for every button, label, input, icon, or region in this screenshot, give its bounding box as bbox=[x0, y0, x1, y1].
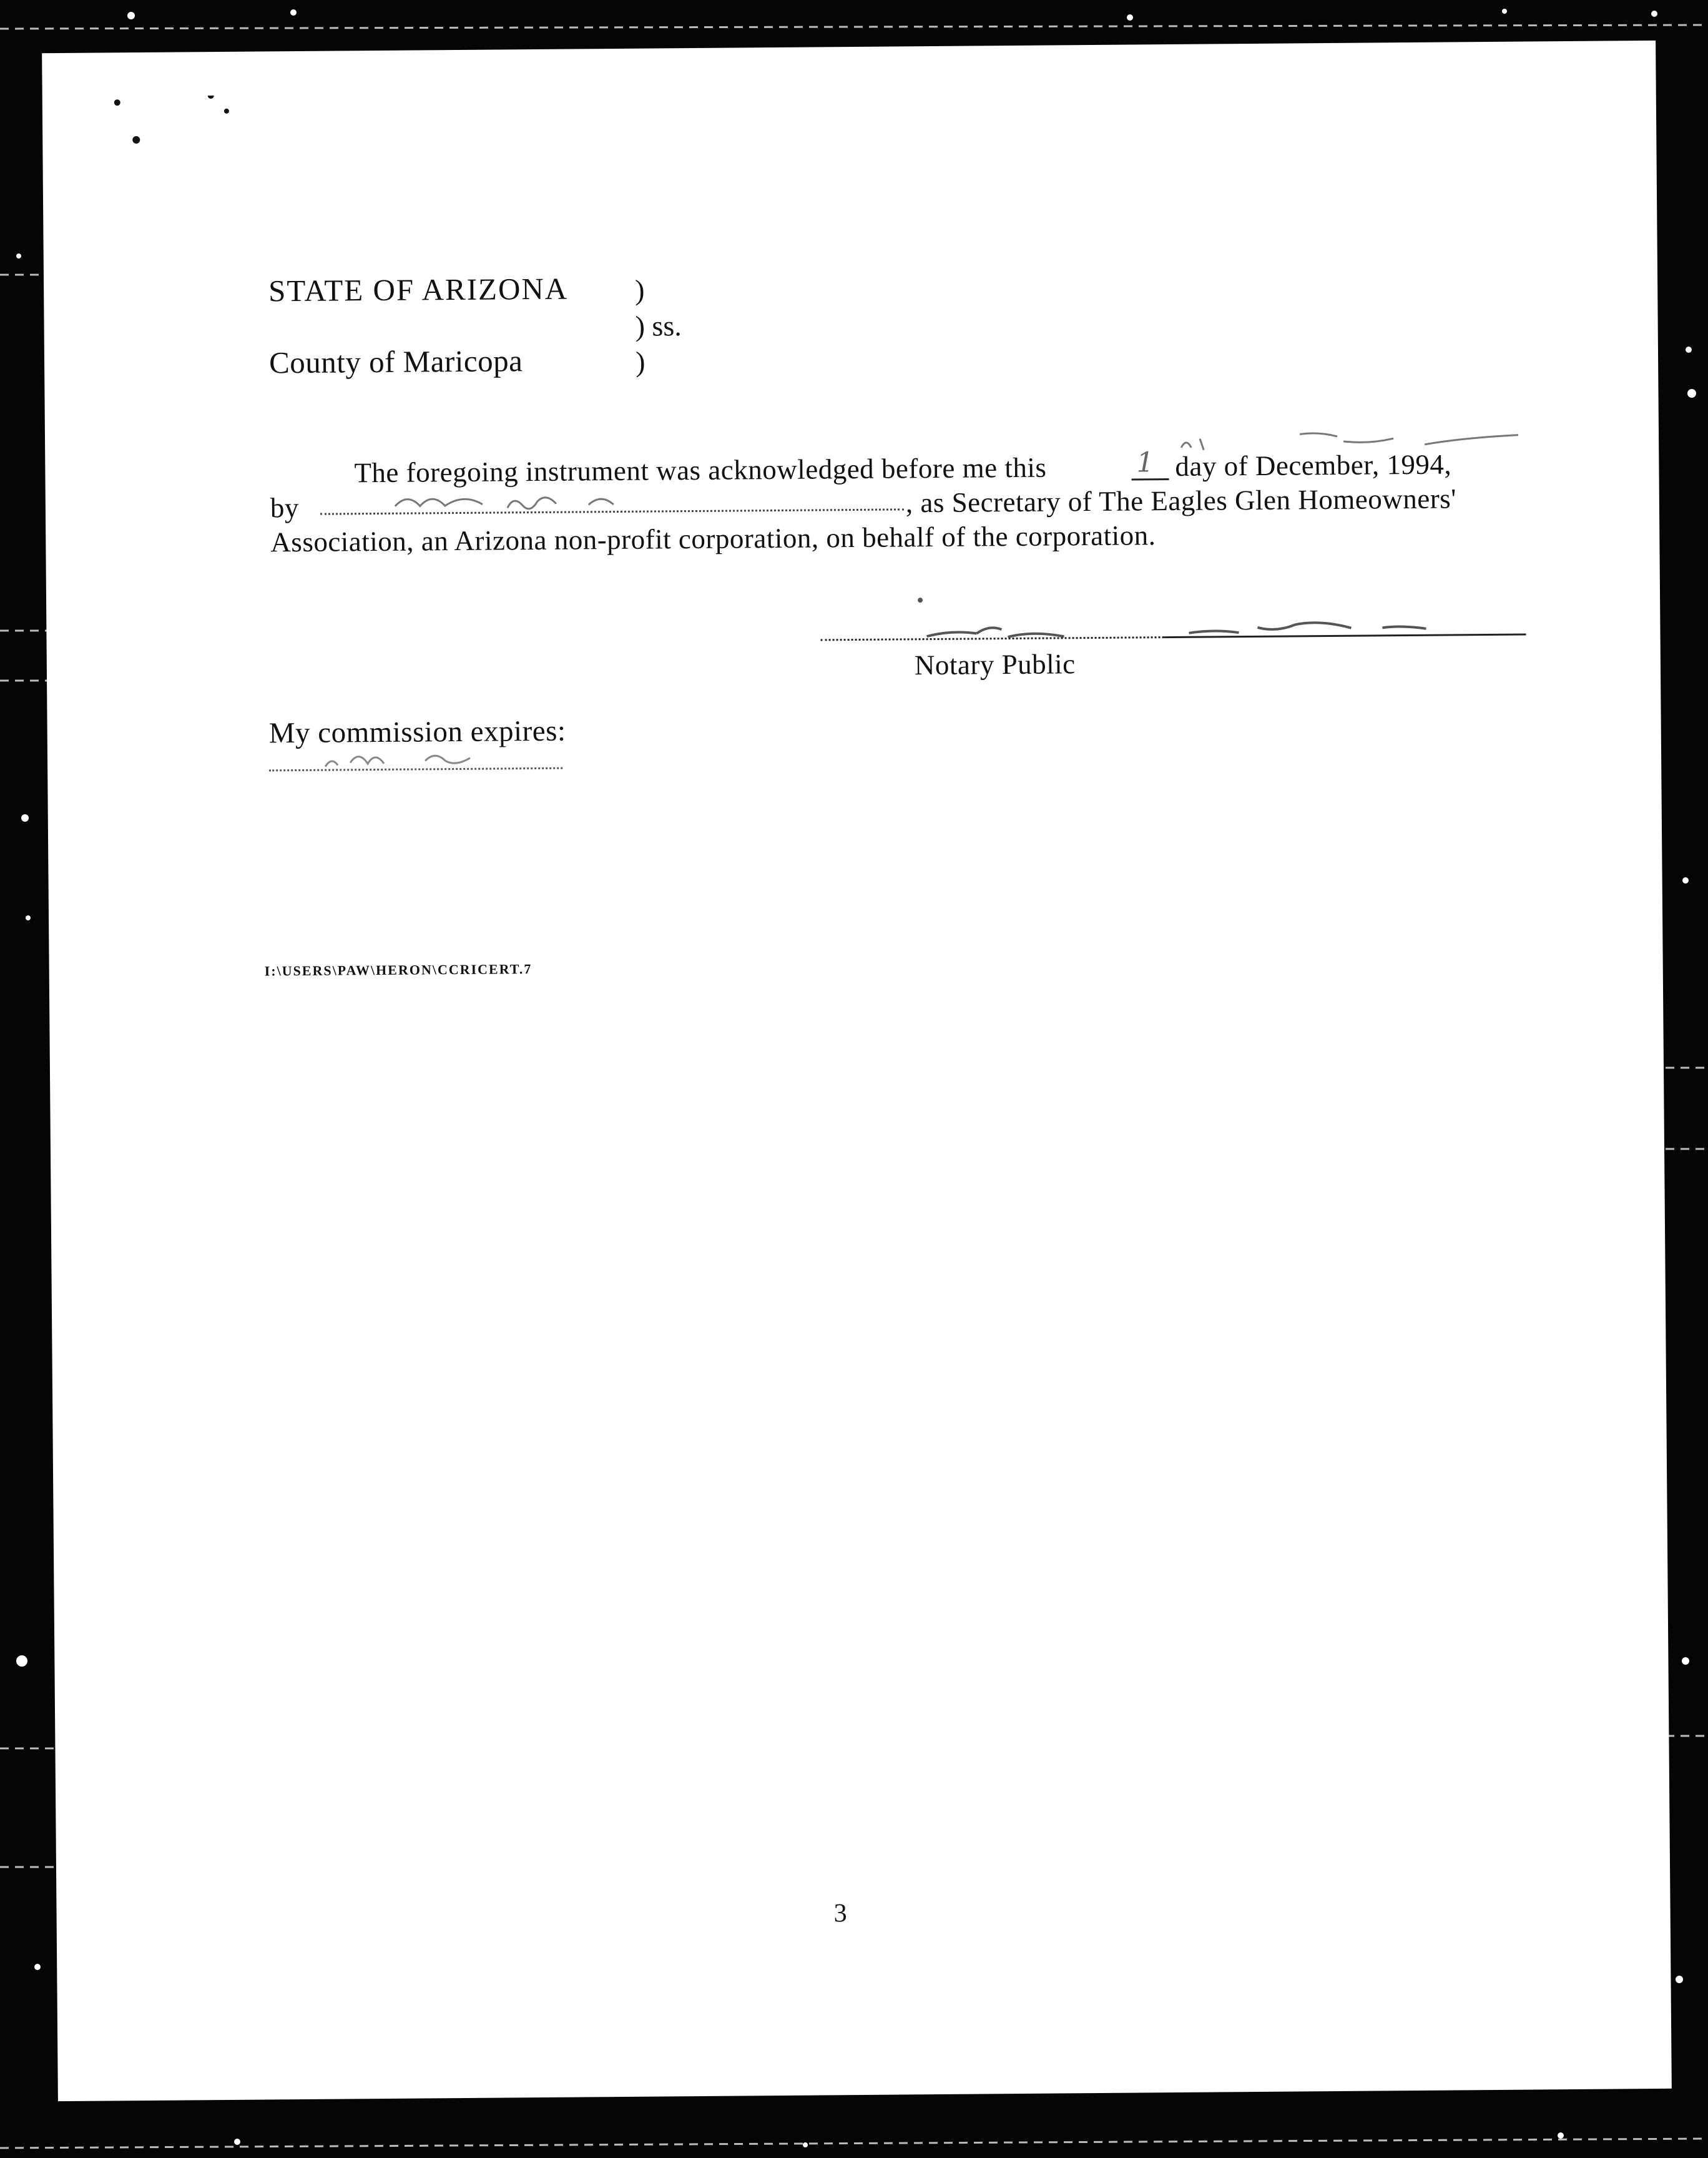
ack-line-1-end: day of December, 1994, bbox=[1175, 448, 1452, 482]
ack-line-1-start: The foregoing instrument was acknowledged before me this bbox=[354, 451, 1047, 489]
file-path-code: I:\USERS\PAW\HERON\CCRICERT.7 bbox=[264, 961, 533, 979]
day-handwritten: 1 bbox=[1136, 446, 1154, 479]
venue-county: County of Maricopa bbox=[268, 343, 523, 380]
commission-date-handwriting bbox=[269, 742, 562, 773]
venue-paren-1: ) bbox=[634, 273, 645, 306]
scan-specks bbox=[105, 95, 293, 209]
notary-public-label: Notary Public bbox=[914, 648, 1076, 681]
handwriting-scribble bbox=[1175, 428, 1524, 455]
signer-name-handwriting bbox=[320, 483, 904, 516]
page-number: 3 bbox=[833, 1899, 847, 1928]
commission-label: My commission expires: bbox=[268, 714, 566, 750]
notary-acknowledgment-page bbox=[42, 41, 1672, 2101]
ack-by-label: by bbox=[270, 491, 300, 524]
day-blank bbox=[1131, 446, 1169, 480]
ack-line-3: Association, an Arizona non-profit corporation, on behalf of the corporation. bbox=[270, 520, 1156, 558]
venue-ss: ) ss. bbox=[635, 310, 682, 342]
ack-line-2-end: , as Secretary of The Eagles Glen Homeowners' bbox=[905, 483, 1457, 519]
venue-paren-2: ) bbox=[635, 345, 645, 378]
venue-state: STATE OF ARIZONA bbox=[268, 271, 569, 308]
